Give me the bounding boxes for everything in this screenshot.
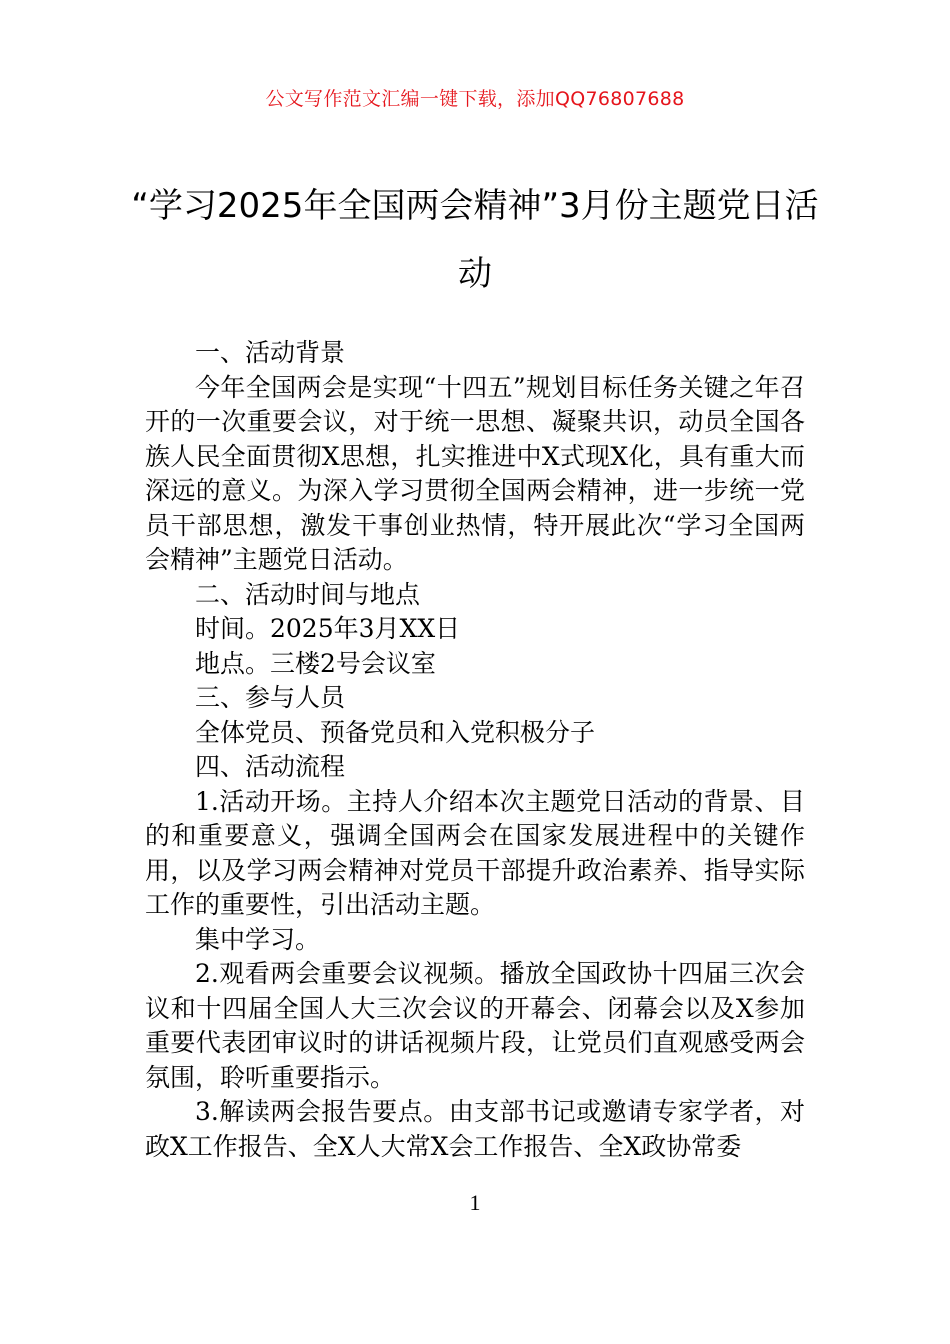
document-title: “学习2025年全国两会精神”3月份主题党日活动: [131, 186, 819, 294]
process-item-3: 3.解读两会报告要点。由支部书记或邀请专家学者，对政X工作报告、全X人大常X会工作报告、全X政协常委: [145, 1097, 805, 1161]
page-number: 1: [469, 1190, 481, 1215]
process-subheading-study: 集中学习。: [195, 924, 321, 954]
time-line: 时间。2025年3月XX日: [195, 614, 461, 643]
section-heading-background: 一、活动背景: [195, 338, 346, 367]
process-item-2: 2.观看两会重要会议视频。播放全国政协十四届三次会议和十四届全国人大三次会议的开幕会、闭幕会以及X参加重要代表团审议时的讲话视频片段，让党员们直观感受两会氛围，聆听重要指示。: [145, 959, 805, 1092]
section-heading-participants: 三、参与人员: [195, 683, 346, 712]
process-item-1: 1.活动开场。主持人介绍本次主题党日活动的背景、目的和重要意义，强调全国两会在国家发展进程中的关键作用，以及学习两会精神对党员干部提升政治素养、指导实际工作的重要性，引出活动主题。: [145, 786, 805, 919]
body-paragraph-background: 今年全国两会是实现“十四五”规划目标任务关键之年召开的一次重要会议，对于统一思想、凝聚共识，动员全国各族人民全面贯彻X思想，扎实推进中X式现X化，具有重大而深远的意义。为深入学习贯彻全国两会精神，进一步统一党员干部思想，激发干事创业热情，特开展此次“学习全国两会精神”主题党日活动。: [145, 372, 805, 574]
place-line: 地点。三楼2号会议室: [195, 648, 436, 678]
document-body: [145, 336, 805, 1164]
participants-line: 全体党员、预备党员和入党积极分子: [195, 717, 596, 747]
watermark-banner: 公文写作范文汇编一键下载，添加QQ76807688: [265, 88, 685, 110]
section-heading-process: 四、活动流程: [195, 752, 346, 781]
section-heading-time-place: 二、活动时间与地点: [195, 579, 421, 609]
